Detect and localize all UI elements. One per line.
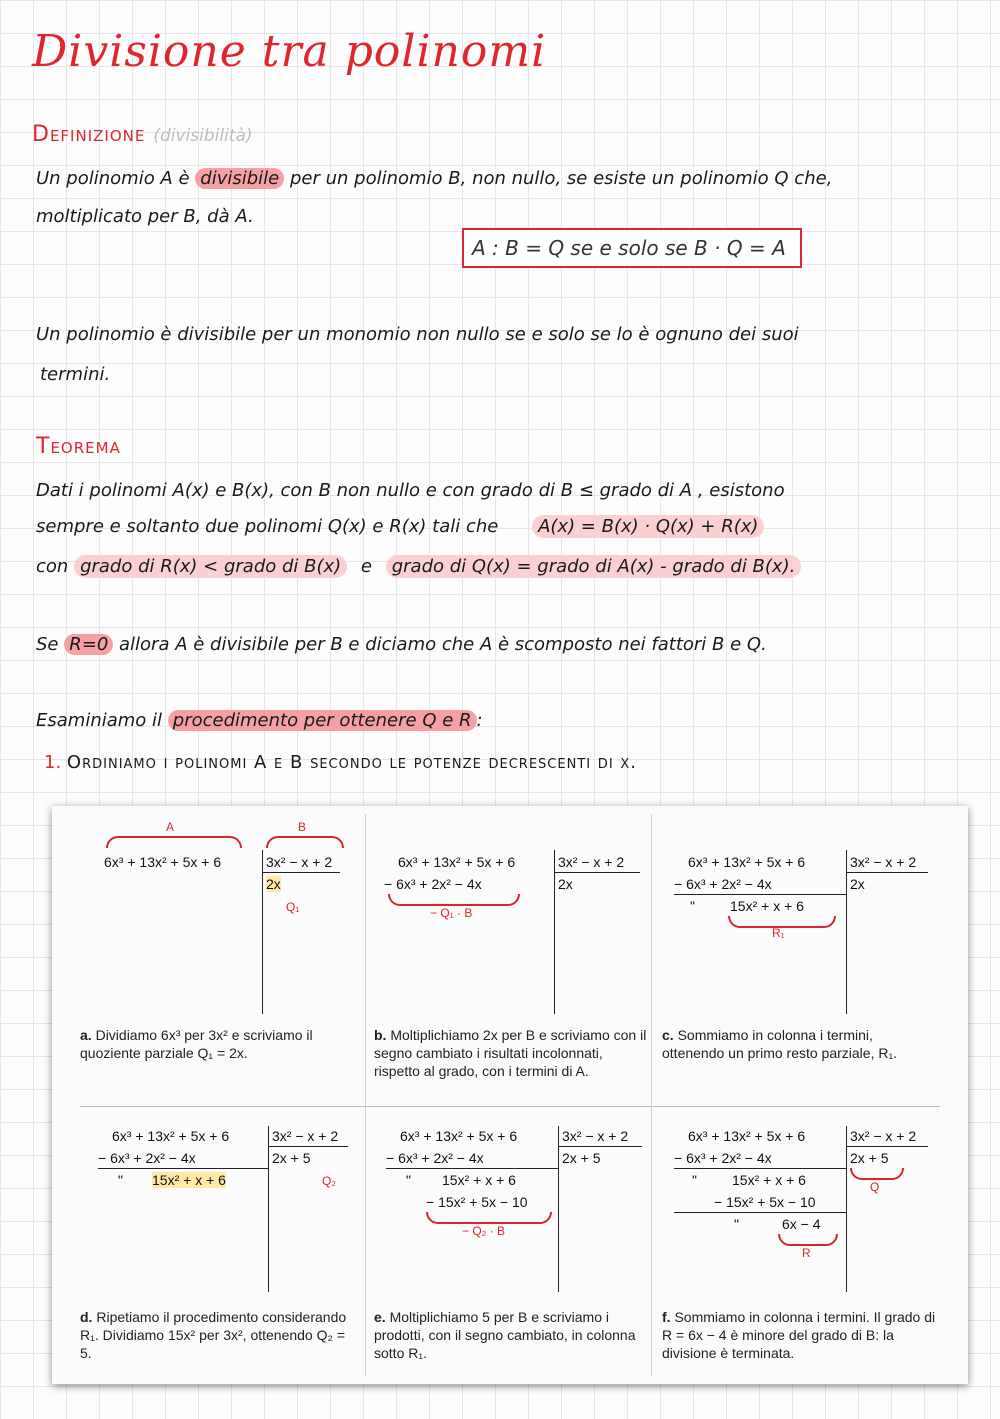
divisor: 3x² − x + 2 [850,1128,917,1144]
remainder-r1: 15x² + x + 6 [442,1172,516,1188]
sum-line [386,1168,558,1169]
brace-r [778,1234,838,1246]
figure-col-divider-1 [365,814,366,1376]
esam-text-b: : [476,710,483,731]
caption-b [374,1026,649,1080]
subtraction-2: − 15x² + 5x − 10 [426,1194,528,1210]
subtraction-2: − 15x² + 5x − 10 [714,1194,816,1210]
brace-a [106,836,242,848]
division-figure [52,806,968,1384]
figure-step-f [660,1108,948,1396]
quotient-q1: 2x [850,876,865,892]
ditto-mark-2: " [734,1216,739,1232]
brace-b [266,836,344,848]
subtraction-1: − 6x³ + 2x² − 4x [384,876,482,892]
highlight-grado-r: grado di R(x) < grado di B(x) [74,555,347,578]
division-bar-v [262,850,263,1014]
division-bar-v [554,850,555,1014]
sum-line [98,1168,268,1169]
quotient-full: 2x + 5 [562,1150,601,1166]
monomio-line-2: termini. [40,364,111,385]
quotient-q1: 2x [558,876,573,892]
teorema-line-2a: sempre e soltanto due polinomi Q(x) e R(x) tali che [36,516,499,537]
definizione-text-a: Un polinomio A è [36,168,190,189]
dividend: 6x³ + 13x² + 5x + 6 [688,1128,806,1144]
remainder-r1: 15x² + x + 6 [732,1172,806,1188]
ditto-mark: " [406,1172,411,1188]
teorema-line-3 [36,556,801,577]
division-bar-h [846,872,928,873]
division-bar-h [268,1146,348,1147]
subtraction-1: − 6x³ + 2x² − 4x [386,1150,484,1166]
divisor: 3x² − x + 2 [850,854,917,870]
figure-step-d [72,1108,360,1396]
label-minus-q1b: − Q₁ · B [430,906,473,920]
caption-a-letter: a. [80,1027,92,1043]
definizione-formula-box: A : B = Q se e solo se B · Q = A [462,228,802,268]
divisor: 3x² − x + 2 [562,1128,629,1144]
caption-b-letter: b. [374,1027,387,1043]
caption-d [80,1308,355,1362]
teorema-line-3a: con [36,556,69,577]
figure-step-a [72,814,360,1102]
division-bar-h [262,872,340,873]
sum-line [674,894,846,895]
caption-a-text: Dividiamo 6x³ per 3x² e scriviamo il quoziente parziale Q₁ = 2x. [80,1027,313,1061]
caption-c-text: Sommiamo in colonna i termini, ottenendo un primo resto parziale, R₁. [662,1027,898,1061]
quotient-q1: 2x [266,876,281,892]
figure-step-c [660,814,948,1102]
division-bar-h [846,1146,928,1147]
label-minus-q2b: − Q₂ · B [462,1224,506,1238]
caption-e-text: Moltiplichiamo 5 per B e scriviamo i prodotti, con il segno cambiato, in colonna sotto R₁. [374,1309,636,1361]
dividend: 6x³ + 13x² + 5x + 6 [398,854,516,870]
division-bar-v [268,1126,269,1292]
caption-c-letter: c. [662,1027,674,1043]
caption-d-letter: d. [80,1309,93,1325]
subtraction-1: − 6x³ + 2x² − 4x [674,1150,772,1166]
step-1-line [44,752,637,773]
step-text: Ordiniamo i polinomi A e B secondo le potenze decrescenti di x. [66,752,638,773]
step-number: 1. [44,752,62,773]
label-b: B [298,820,307,834]
caption-f [662,1308,937,1362]
page-title: Divisione tra polinomi [32,26,547,77]
label-q: Q [870,1180,880,1194]
division-bar-v [846,1126,847,1292]
highlight-divisibile: divisibile [195,168,284,189]
esam-text-a: Esaminiamo il [36,710,163,731]
figure-step-e [374,1108,662,1396]
remainder-r1: 15x² + x + 6 [730,898,804,914]
definizione-line-1 [36,168,832,189]
ditto-mark: " [692,1172,697,1188]
division-bar-h [554,872,640,873]
subtraction-1: − 6x³ + 2x² − 4x [98,1150,196,1166]
dividend: 6x³ + 13x² + 5x + 6 [688,854,806,870]
section-heading-teorema: Teorema [36,434,121,459]
highlight-identity: A(x) = B(x) · Q(x) + R(x) [532,515,764,538]
figure-row-divider [80,1106,940,1107]
definizione-heading: Definizione [32,122,146,147]
esaminiamo-line [36,710,483,731]
quotient-full: 2x + 5 [850,1150,889,1166]
se-text-b: allora A è divisibile per B e diciamo che A è scomposto nei fattori B e Q. [119,634,767,655]
sum-line-2 [674,1212,846,1213]
caption-e [374,1308,649,1362]
label-r: R [802,1246,811,1260]
teorema-line-1: Dati i polinomi A(x) e B(x), con B non nullo e con grado di B ≤ grado di A , esistono [36,480,785,501]
se-text-a: Se [36,634,59,655]
highlight-r-zero: R=0 [64,634,113,655]
brace-minus-q1b [388,894,520,906]
remainder-final: 6x − 4 [782,1216,821,1232]
se-r-zero-line [36,634,767,655]
divisor: 3x² − x + 2 [266,854,333,870]
dividend: 6x³ + 13x² + 5x + 6 [104,854,222,870]
quotient-full: 2x + 5 [272,1150,311,1166]
highlight-grado-q: grado di Q(x) = grado di A(x) - grado di B(x). [386,555,802,578]
definizione-note: (divisibilità) [153,126,253,146]
dividend: 6x³ + 13x² + 5x + 6 [400,1128,518,1144]
subtraction-1: − 6x³ + 2x² − 4x [674,876,772,892]
division-bar-h [558,1146,642,1147]
sum-line-1 [674,1168,846,1169]
teorema-line-3b: e [360,556,372,577]
division-bar-v [558,1126,559,1292]
caption-e-letter: e. [374,1309,386,1325]
section-heading-definizione [32,122,253,147]
caption-a [80,1026,355,1062]
definizione-line-2: moltiplicato per B, dà A. [36,206,254,227]
ditto-mark: " [690,898,695,914]
monomio-line-1: Un polinomio è divisibile per un monomio non nullo se e solo se lo è ognuno dei suoi [36,324,799,345]
caption-b-text: Moltiplichiamo 2x per B e scriviamo con il segno cambiato i risultati incolonnati, rispetto al grado, con i termini di A. [374,1027,647,1079]
caption-f-text: Sommiamo in colonna i termini. Il grado di R = 6x − 4 è minore del grado di B: la divisione è terminata. [662,1309,936,1361]
caption-f-letter: f. [662,1309,671,1325]
highlight-procedimento: procedimento per ottenere Q e R [168,710,477,731]
divisor: 3x² − x + 2 [272,1128,339,1144]
label-q1: Q₁ [286,900,300,914]
teorema-line-2 [36,516,764,537]
label-r1: R₁ [772,926,785,940]
definizione-text-b: per un polinomio B, non nullo, se esiste un polinomio Q che, [289,168,833,189]
ditto-mark: " [118,1172,123,1188]
caption-c [662,1026,937,1062]
remainder-r1: 15x² + x + 6 [152,1172,226,1188]
caption-d-text: Ripetiamo il procedimento considerando R₁. Dividiamo 15x² per 3x², ottenendo Q₂ = 5. [80,1309,347,1361]
dividend: 6x³ + 13x² + 5x + 6 [112,1128,230,1144]
label-a: A [166,820,175,834]
divisor: 3x² − x + 2 [558,854,625,870]
label-q2: Q₂ [322,1174,336,1188]
brace-minus-q2b [426,1212,552,1224]
brace-q [850,1168,904,1180]
figure-step-b [374,814,662,1102]
division-bar-v [846,850,847,1014]
